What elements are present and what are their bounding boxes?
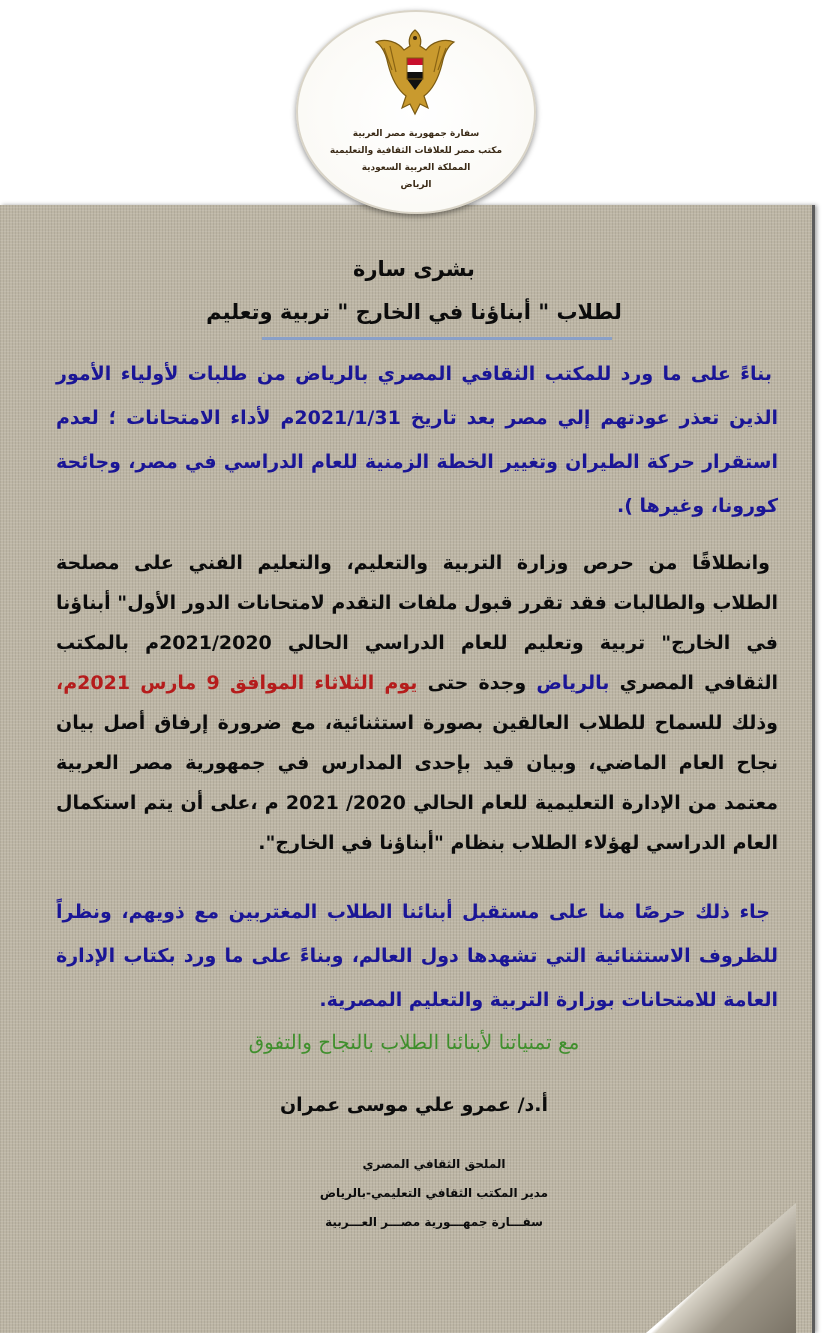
paragraph-context: جاء ذلك حرصًا منا على مستقبل أبنائنا الطلاب المغتربين مع ذويهم، ونظراً للظروف الاستثنائية التي تشهدها دول العالم، وبناءً على ما ورد بكتاب الإدارة العامة للامتحانات بوزارة التربية والتعليم المصرية. <box>56 901 778 1011</box>
seal-line-kingdom: المملكة العربية السعودية <box>361 163 471 173</box>
seal-line-city: الرياض <box>400 180 432 190</box>
good-news-heading: بشرى سارة <box>353 257 475 281</box>
seal-line-office: مكتب مصر للعلاقات الثقافية والتعليمية <box>329 146 503 156</box>
signer-name: أ.د/ عمرو علي موسى عمران <box>279 1094 549 1116</box>
paragraph-decision <box>56 543 778 863</box>
decision-text: وانطلاقًا من حرص وزارة التربية والتعليم، والتعليم الفني على مصلحة الطلاب والطالبات فقد تقرر قبول ملفات التقدم لامتحانات الدور الأول" أبناؤنا في الخارج" تربية وتعليم للعام الدراسي الحالي 2021/2020م بالمكتب الثقافي المصري <box>56 552 778 694</box>
eagle-emblem-icon <box>372 24 458 124</box>
deadline-date: يوم الثلاثاء الموافق 9 مارس 2021م، <box>56 672 418 694</box>
title-cultural-attache: الملحق الثقافي المصري <box>362 1157 506 1171</box>
closing-wishes: مع تمنياتنا لأبنائنا الطلاب بالنجاح والتفوق <box>248 1030 580 1054</box>
seal-line-embassy: سفارة جمهورية مصر العربية <box>352 129 480 139</box>
jeddah-text: وجدة حتى <box>427 672 527 694</box>
paragraph-requests: بناءً على ما ورد للمكتب الثقافي المصري بالرياض من طلبات لأولياء الأمور الذين تعذر عودتهم إلي مصر بعد تاريخ 2021/1/31م لأداء الامتحانات ؛ لعدم استقرار حركة الطيران وتغيير الخطة الزمنية للعام الدراسي في مصر، وجائحة كورونا، وغيرها ). <box>56 363 778 517</box>
title-embassy: سفـــارة جمهـــورية مصـــر العـــربية <box>325 1215 543 1229</box>
title-office-director: مدير المكتب الثقافي التعليمي-بالرياض <box>319 1186 549 1200</box>
embassy-seal <box>296 10 536 214</box>
decision-conditions: وذلك للسماح للطلاب العالقين بصورة استثنائية، مع ضرورة إرفاق أصل بيان نجاح العام الماضي، وبيان قيد بإحدى المدارس في جمهورية مصر العربية معتمد من الإدارة التعليمية للعام الحالي 2020/ 2021 م ،على أن يتم استكمال العام الدراسي لهؤلاء الطلاب بنظام "أبناؤنا في الخارج". <box>56 712 778 854</box>
seal-text <box>308 126 524 194</box>
students-abroad-heading: لطلاب " أبناؤنا في الخارج " تربية وتعليم <box>206 300 622 324</box>
heading-underline <box>262 337 612 340</box>
riyadh-text: بالرياض <box>536 672 610 694</box>
signer-titles <box>0 1150 828 1237</box>
